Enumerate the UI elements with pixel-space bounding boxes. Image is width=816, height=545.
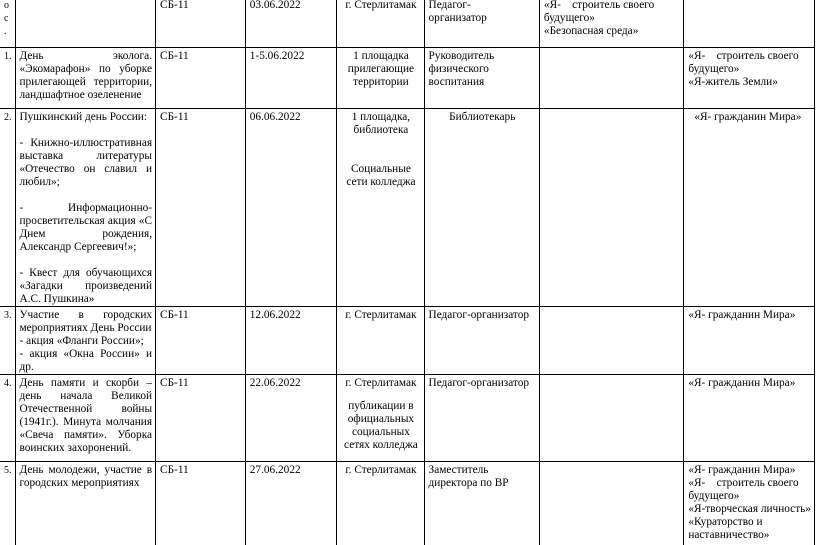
module-line: будущего» [543,12,595,24]
module-cell [539,462,683,545]
table-row [0,48,815,109]
place-cell [337,462,424,545]
table-row [0,307,815,375]
responsible-cell [424,109,539,307]
direction-line: «Я-житель Земли» [688,76,778,88]
responsible-line: Педагог- [428,0,471,11]
place-cell [337,375,424,462]
place-cell [337,48,424,109]
place-text: 1 площадка, библиотека [351,111,411,136]
date-cell: 03.06.2022 [245,0,337,48]
row-number-cell: 3. [0,307,15,375]
direction-line: «Я- строитель своего [688,50,799,62]
table-row [0,462,815,545]
date-cell: 1-5.06.2022 [245,48,337,109]
module-cell [539,375,683,462]
event-cell [15,0,156,48]
event-cell [15,307,156,375]
place-text: 1 площадка прилегающие территории [347,50,415,88]
module-cell [539,307,683,375]
direction-cell [684,109,815,307]
responsible-line: Заместитель [428,464,489,476]
direction-cell [684,48,815,109]
date-cell: 06.06.2022 [245,109,337,307]
spacer [341,137,420,150]
responsible-cell [424,0,539,48]
event-cell [15,462,156,545]
direction-line: «Я- гражданин Мира» [688,309,796,321]
responsible-line: Руководитель [428,50,495,62]
date-cell: 22.06.2022 [245,375,337,462]
place-text: публикации в официальных социальных сетях колледжа [344,400,418,451]
group-cell: СБ-11 [156,48,246,109]
row-number-cell: 4. [0,375,15,462]
direction-cell [684,307,815,375]
place-text: г. Стерлитамак [345,464,417,476]
table-row [0,375,815,462]
responsible-cell: Педагог-организатор [424,375,539,462]
row-number-cell: 1. [0,48,15,109]
direction-cell [684,0,815,48]
place-text: г. Стерлитамак [345,0,417,11]
place-text: Социальные сети колледжа [346,163,416,188]
direction-cell [684,462,815,545]
module-cell [539,0,683,48]
event-cell [15,48,156,109]
date-cell: 27.06.2022 [245,462,337,545]
event-text: - Информационно-просветительская акция «С Днем рождения, Александр Сергеевич!»; [19,202,153,253]
direction-line: будущего» [688,490,740,502]
group-cell: СБ-11 [156,462,246,545]
group-cell: СБ-11 [156,0,246,48]
direction-line: «Я- гражданин Мира» [694,111,802,123]
spacer [20,124,153,137]
group-cell: СБ-11 [156,109,246,307]
place-cell [337,109,424,307]
event-text: День молодежи, участие в городских мероприятиях [19,464,153,489]
direction-line: «Я- гражданин Мира» [688,377,796,389]
place-text: г. Стерлитамак [345,309,417,321]
row-number-cell: 5. [0,462,15,545]
event-text: Пушкинский день России: [19,111,147,123]
spacer [341,150,420,163]
event-cell [15,109,156,307]
direction-line: «Я- гражданин Мира» [688,464,796,476]
place-text: г. Стерлитамак [345,377,417,389]
place-cell [337,307,424,375]
direction-line: «Я- строитель своего [688,477,799,489]
spacer [341,390,420,400]
direction-line: будущего» [688,63,740,75]
event-text: День памяти и скорби – день начала Великой Отечественной войны (1941г.). Минута молчания «Свеча памяти». Уборка воинских захоронений. [19,377,153,454]
responsible-line: директора по ВР [428,477,509,489]
event-text: - акция «Окна России» и др. [19,348,153,373]
direction-line: наставничество» [688,529,770,541]
place-cell [337,0,424,48]
event-text: - акция «Фланги России»; [19,335,144,347]
row-number-cell [0,0,15,48]
responsible-line: Библиотекарь [449,111,516,123]
group-cell: СБ-11 [156,307,246,375]
table-row [0,0,815,48]
module-line: «Безопасная среда» [543,25,639,37]
responsible-cell: Педагог-организатор [424,307,539,375]
row-number-line: . [4,26,7,37]
module-cell [539,48,683,109]
date-cell: 12.06.2022 [245,307,337,375]
row-number-line: о [4,0,9,11]
module-line: «Я- строитель своего [543,0,655,11]
direction-line: «Я-творческая личность» [688,503,811,515]
responsible-line: воспитания [428,76,485,88]
group-cell: СБ-11 [156,375,246,462]
row-number-cell: 2. [0,109,15,307]
spacer [20,189,153,202]
event-text: - Квест для обучающихся «Загадки произведений А.С. Пушкина» [19,267,153,305]
module-cell [539,109,683,307]
event-text: - Книжно-иллюстративная выставка литературы «Отечество он славил и любил»; [19,137,153,188]
event-cell [15,375,156,462]
spacer [20,254,153,267]
responsible-cell [424,48,539,109]
table-row [0,109,815,307]
row-number-line: с [4,13,9,24]
direction-line: «Кураторство и [688,516,763,528]
event-text: День экологa. «Экомарафон» по уборке прилегающей территории, ландшафтное озеленение [19,50,153,101]
responsible-line: организатор [428,12,487,24]
direction-cell [684,375,815,462]
responsible-line: физического [428,63,489,75]
responsible-cell [424,462,539,545]
event-text: Участие в городских мероприятиях День России [19,309,153,334]
